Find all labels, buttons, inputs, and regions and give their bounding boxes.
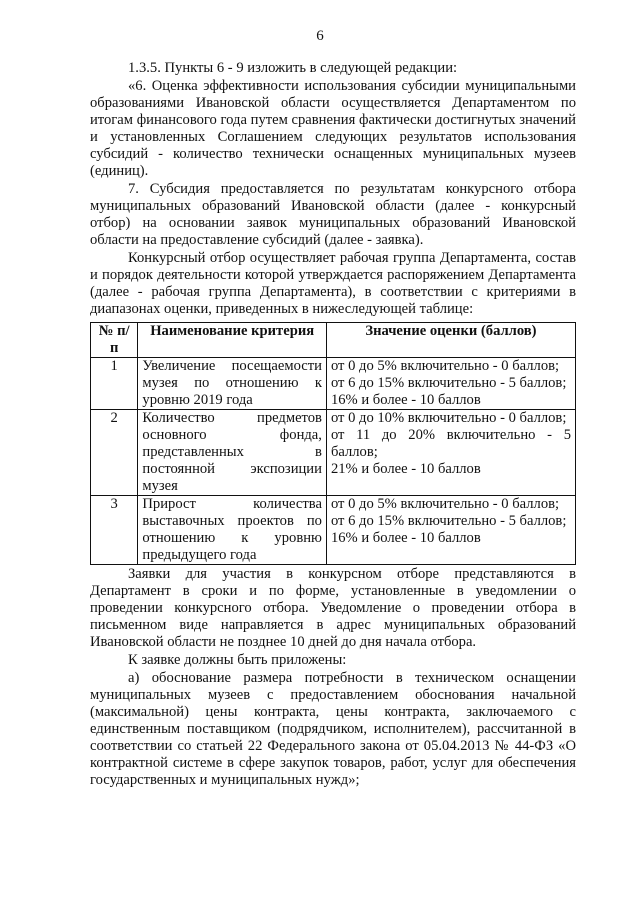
- score-values: [326, 496, 575, 565]
- page-number: 6: [316, 28, 324, 44]
- score-range: от 0 до 5% включительно - 0 баллов;: [330, 496, 560, 512]
- criterion-name: Количество предметов основного фонда, представленных в постоянной экспозиции музея: [138, 410, 327, 496]
- header-number: № п/п: [91, 323, 138, 358]
- header-score: Значение оценки (баллов): [326, 323, 575, 358]
- row-number: 3: [91, 496, 138, 565]
- table-row: [91, 410, 576, 496]
- score-values: [326, 410, 575, 496]
- score-range: от 6 до 15% включительно - 5 баллов;: [330, 375, 567, 391]
- score-range: от 0 до 10% включительно - 0 баллов;: [330, 410, 567, 426]
- paragraph-application-submission: Заявки для участия в конкурсном отборе представляются в Департамент в сроки и по форме, установленные в уведомлении о проведении конкурсного отбора. Уведомление о проведении отбора в письменном виде направляется в адрес муниципальных образований Ивановской области не позднее 10 дней до дня начала отбора.: [90, 566, 576, 650]
- score-range: 21% и более - 10 баллов: [330, 461, 481, 477]
- paragraph-amendment-intro: 1.3.5. Пункты 6 - 9 изложить в следующей редакции:: [128, 60, 458, 76]
- header-criterion: Наименование критерия: [138, 323, 327, 358]
- row-number: 2: [91, 410, 138, 496]
- score-range: от 6 до 15% включительно - 5 баллов;: [330, 513, 567, 529]
- score-range: от 0 до 5% включительно - 0 баллов;: [330, 358, 560, 374]
- criteria-table: [90, 322, 576, 565]
- paragraph-attachments-intro: К заявке должны быть приложены:: [128, 652, 347, 668]
- score-range: 16% и более - 10 баллов: [330, 392, 481, 408]
- score-values: [326, 358, 575, 410]
- table-row: [91, 496, 576, 565]
- score-range: от 11 до 20% включительно - 5 баллов;: [330, 427, 571, 460]
- paragraph-selection-committee: Конкурсный отбор осуществляет рабочая группа Департамента, состав и порядок деятельности которой утверждается распоряжением Департамента (далее - рабочая группа Департамента), в соответствии с критериями в диапазонах оценки, приведенных в нижеследующей таблице:: [90, 250, 576, 317]
- table-header-row: [91, 323, 576, 358]
- criterion-name: Прирост количества выставочных проектов по отношению к уровню предыдущего года: [138, 496, 327, 565]
- table-row: [91, 358, 576, 410]
- criterion-name: Увеличение посещаемости музея по отношению к уровню 2019 года: [138, 358, 327, 410]
- score-range: 16% и более - 10 баллов: [330, 530, 481, 546]
- paragraph-point-7: 7. Субсидия предоставляется по результатам конкурсного отбора муниципальных образований Ивановской области (далее - конкурсный отбор) на основании заявок муниципальных образований Ивановской области на предоставление субсидий (далее - заявка).: [90, 181, 576, 248]
- document-body: [90, 60, 576, 790]
- row-number: 1: [91, 358, 138, 410]
- paragraph-attachment-a: а) обоснование размера потребности в техническом оснащении муниципальных музеев с предоставлением обоснования начальной (максимальной) цены контракта, цены контракта, заключаемого с единственным поставщиком (подрядчиком, исполнителем), рассчитанной в соответствии со статьей 22 Федерального закона от 05.04.2013 № 44-ФЗ «О контрактной системе в сфере закупок товаров, работ, услуг для обеспечения государственных и муниципальных нужд»;: [90, 670, 576, 788]
- paragraph-point-6: «6. Оценка эффективности использования субсидии муниципальными образованиями Ивановской области осуществляется Департаментом по итогам финансового года путем сравнения фактически достигнутых значений и установленных Соглашением следующих результатов использования субсидий - количество технически оснащенных муниципальных музеев (единиц).: [90, 78, 576, 179]
